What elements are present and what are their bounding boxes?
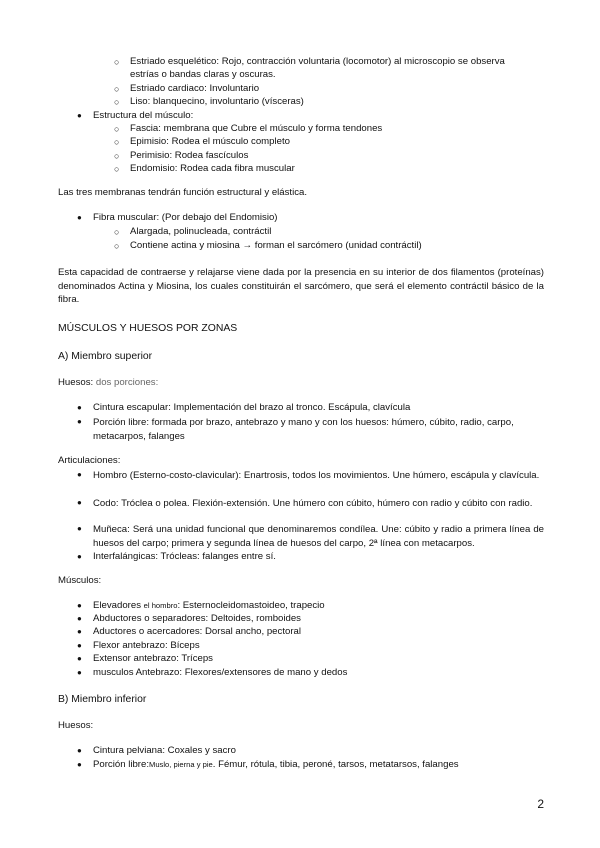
bullet-icon: ●: [77, 746, 82, 755]
bullet-icon: ●: [77, 641, 82, 650]
bullet-icon: ●: [77, 552, 82, 561]
musculos-label: Músculos:: [58, 575, 102, 586]
bullet-icon: ●: [77, 111, 82, 120]
list-item-epimisio: Epimisio: Rodea el músculo completo: [130, 136, 290, 147]
list-item-perimisio: Perimisio: Rodea fascículos: [130, 150, 249, 161]
list-item-porcion-libre: Porción libre: formada por brazo, antebrazo y mano y con los huesos: húmero, cúbito, radio, carpo, metacarpos, falanges: [93, 417, 514, 442]
list-item-cardiaco: Estriado cardiaco: Involuntario: [130, 83, 260, 94]
fibra-paragraph: Esta capacidad de contraerse y relajarse viene dada por la presencia en su interior de dos filamentos (proteínas) denominados Actina y Miosina, los cuales constituirán el sarcómero, que será el elemento contráctil básico de la fibra.: [58, 267, 544, 305]
porcion-libre-small-text: Muslo, pierna y pie: [149, 760, 213, 769]
page-number: 2: [537, 797, 544, 811]
huesos-note: dos porciones:: [93, 377, 159, 388]
list-item-muneca: Muñeca: Será una unidad funcional que denominaremos condílea. Une: cúbito y radio a primera línea de huesos del carpo; primera y segunda línea de huesos del carpo, 2ª línea con metacarpos.: [93, 524, 544, 549]
bullet-icon: ●: [77, 601, 82, 610]
porcion-libre-rest-text: . Fémur, rótula, tibia, peroné, tarsos, metatarsos, falanges: [212, 759, 459, 770]
huesos-inferior-label: Huesos:: [58, 720, 94, 731]
list-item-musculos-antebrazo: musculos Antebrazo: Flexores/extensores de mano y dedos: [93, 667, 348, 678]
list-item-fascia: Fascia: membrana que Cubre el músculo y forma tendones: [130, 123, 383, 134]
bullet-icon: ●: [77, 627, 82, 636]
list-item-cintura-pelviana: Cintura pelviana: Coxales y sacro: [93, 745, 236, 756]
circle-bullet-icon: ○: [114, 57, 120, 67]
circle-bullet-icon: ○: [114, 151, 120, 161]
list-item-interfalangicas: Interfalángicas: Trócleas: falanges entre sí.: [93, 551, 276, 562]
circle-bullet-icon: ○: [114, 137, 120, 147]
list-item-actina: Contiene actina y miosina → forman el sarcómero (unidad contráctil): [130, 240, 422, 251]
list-item-alargada: Alargada, polinucleada, contráctil: [130, 226, 272, 237]
bullet-icon: ●: [77, 524, 82, 533]
list-item-endomisio: Endomisio: Rodea cada fibra muscular: [130, 163, 295, 174]
list-item-esqueletico-cont: estrías o bandas claras y oscuras.: [130, 69, 276, 80]
membranas-text: Las tres membranas tendrán función estructural y elástica.: [58, 187, 308, 198]
list-item-flexor: Flexor antebrazo: Bíceps: [93, 640, 200, 651]
bullet-icon: ●: [77, 470, 82, 479]
circle-bullet-icon: ○: [114, 227, 120, 237]
circle-bullet-icon: ○: [114, 84, 120, 94]
list-item-elevadores: [93, 600, 325, 612]
huesos-label-text: Huesos:: [58, 377, 94, 388]
circle-bullet-icon: ○: [114, 124, 120, 134]
elevadores-rest-text: : Esternocleidomastoideo, trapecio: [177, 600, 325, 611]
list-item-porcion-libre-inferior: [93, 759, 459, 771]
list-item-cintura-escapular: Cintura escapular: Implementación del brazo al tronco. Escápula, clavícula: [93, 402, 411, 413]
articulaciones-label: Articulaciones:: [58, 455, 121, 466]
subsection-heading-inferior: B) Miembro inferior: [58, 694, 147, 705]
huesos-label: [58, 377, 158, 389]
bullet-icon: ●: [77, 403, 82, 412]
circle-bullet-icon: ○: [114, 164, 120, 174]
list-item-aductores: Aductores o acercadores: Dorsal ancho, pectoral: [93, 626, 301, 637]
circle-bullet-icon: ○: [114, 241, 120, 251]
list-item-estructura: Estructura del músculo:: [93, 110, 194, 121]
list-item-abductores: Abductores o separadores: Deltoides, romboides: [93, 613, 301, 624]
section-heading-zonas: MÚSCULOS Y HUESOS POR ZONAS: [58, 323, 238, 334]
list-item-liso: Liso: blanquecino, involuntario (vísceras): [130, 96, 304, 107]
list-item-codo: Codo: Tróclea o polea. Flexión-extensión. Une húmero con cúbito, húmero con radio y cúbito con radio.: [93, 498, 533, 509]
subsection-heading-superior: A) Miembro superior: [58, 351, 153, 362]
bullet-icon: ●: [77, 654, 82, 663]
bullet-icon: ●: [77, 498, 82, 507]
bullet-icon: ●: [77, 614, 82, 623]
circle-bullet-icon: ○: [114, 97, 120, 107]
bullet-icon: ●: [77, 417, 82, 426]
elevadores-text: Elevadores: [93, 600, 144, 611]
elevadores-small-text: el hombro: [143, 601, 178, 610]
list-item-extensor: Extensor antebrazo: Tríceps: [93, 653, 213, 664]
bullet-icon: ●: [77, 760, 82, 769]
porcion-libre-label: Porción libre:: [93, 759, 149, 770]
bullet-icon: ●: [77, 213, 82, 222]
list-item-hombro: Hombro (Esterno-costo-clavicular): Enartrosis, todos los movimientos. Une húmero, escápula y clavícula.: [93, 470, 540, 481]
list-item-esqueletico: Estriado esquelético: Rojo, contracción voluntaria (locomotor) al microscopio se observa: [130, 56, 505, 67]
bullet-icon: ●: [77, 668, 82, 677]
list-item-fibra: Fibra muscular: (Por debajo del Endomisio): [93, 212, 278, 223]
